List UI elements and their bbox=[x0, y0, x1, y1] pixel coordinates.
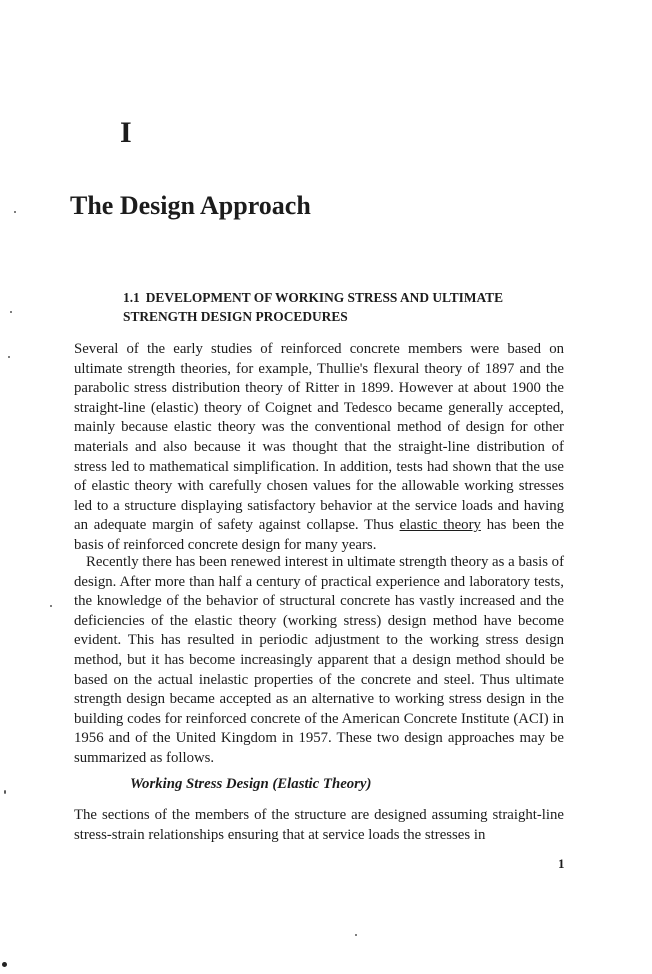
scan-speck bbox=[10, 311, 12, 313]
scan-speck bbox=[8, 356, 10, 358]
section-title-line1: DEVELOPMENT OF WORKING STRESS AND ULTIMATE bbox=[145, 290, 504, 305]
chapter-number: I bbox=[120, 116, 132, 149]
paragraph-2: Recently there has been renewed interest in ultimate strength theory as a basis of design. After more than half a century of practical experience and laboratory tests, the knowledge of the behavior of structural concrete has vastly increased and the deficiencies of the elastic theory (working stress) design method have become evident. This has resulted in periodic adjustment to the working stress design method, but it has become increasingly apparent that a design method should be based on the actual inelastic properties of the concrete and steel. Thus ultimate strength design became accepted as an alternative to working stress design in the building codes for reinforced concrete of the American Concrete Institute (ACI) in 1956 and of the United Kingdom in 1957. These two design approaches may be summarized as follows. bbox=[74, 554, 564, 766]
scan-speck bbox=[14, 211, 16, 213]
page-number: 1 bbox=[558, 856, 565, 871]
section-title-line2: STRENGTH DESIGN PROCEDURES bbox=[123, 309, 348, 324]
section-heading bbox=[123, 288, 593, 326]
scan-speck bbox=[355, 934, 357, 936]
chapter-title: The Design Approach bbox=[70, 191, 311, 220]
scan-speck bbox=[50, 605, 52, 607]
paragraph-3: The sections of the members of the structure are designed assuming straight-line stress-strain relationships ensuring that at service loads the stresses in bbox=[74, 807, 564, 843]
scan-speck bbox=[2, 962, 7, 967]
paragraph-1-part1: Several of the early studies of reinforced concrete members were based on ultimate strength theories, for example, Thullie's flexural theory of 1897 and the parabolic stress distribution theory of Ritter in 1899. However at about 1900 the straight-line (elastic) theory of Coignet and Tedesco became generally accepted, mainly because elastic theory was the conventional method of design for other materials and also because it was thought that the straight-line distribution of stress led to mathematical simplification. In addition, tests had shown that the use of elastic theory with carefully chosen values for the allowable working stresses led to a structure displaying satisfactory behavior at the service loads and having an adequate margin of safety against collapse. Thus bbox=[74, 341, 564, 534]
scan-speck bbox=[4, 790, 6, 794]
paragraph-1 bbox=[74, 340, 564, 556]
subheading-working-stress: Working Stress Design (Elastic Theory) bbox=[130, 776, 372, 792]
section-number: 1.1 bbox=[123, 290, 140, 305]
paragraph-1-part2: has been the basis of reinforced concrete design for many years. bbox=[74, 517, 565, 553]
paragraph-1-underlined: elastic theory bbox=[399, 517, 481, 534]
